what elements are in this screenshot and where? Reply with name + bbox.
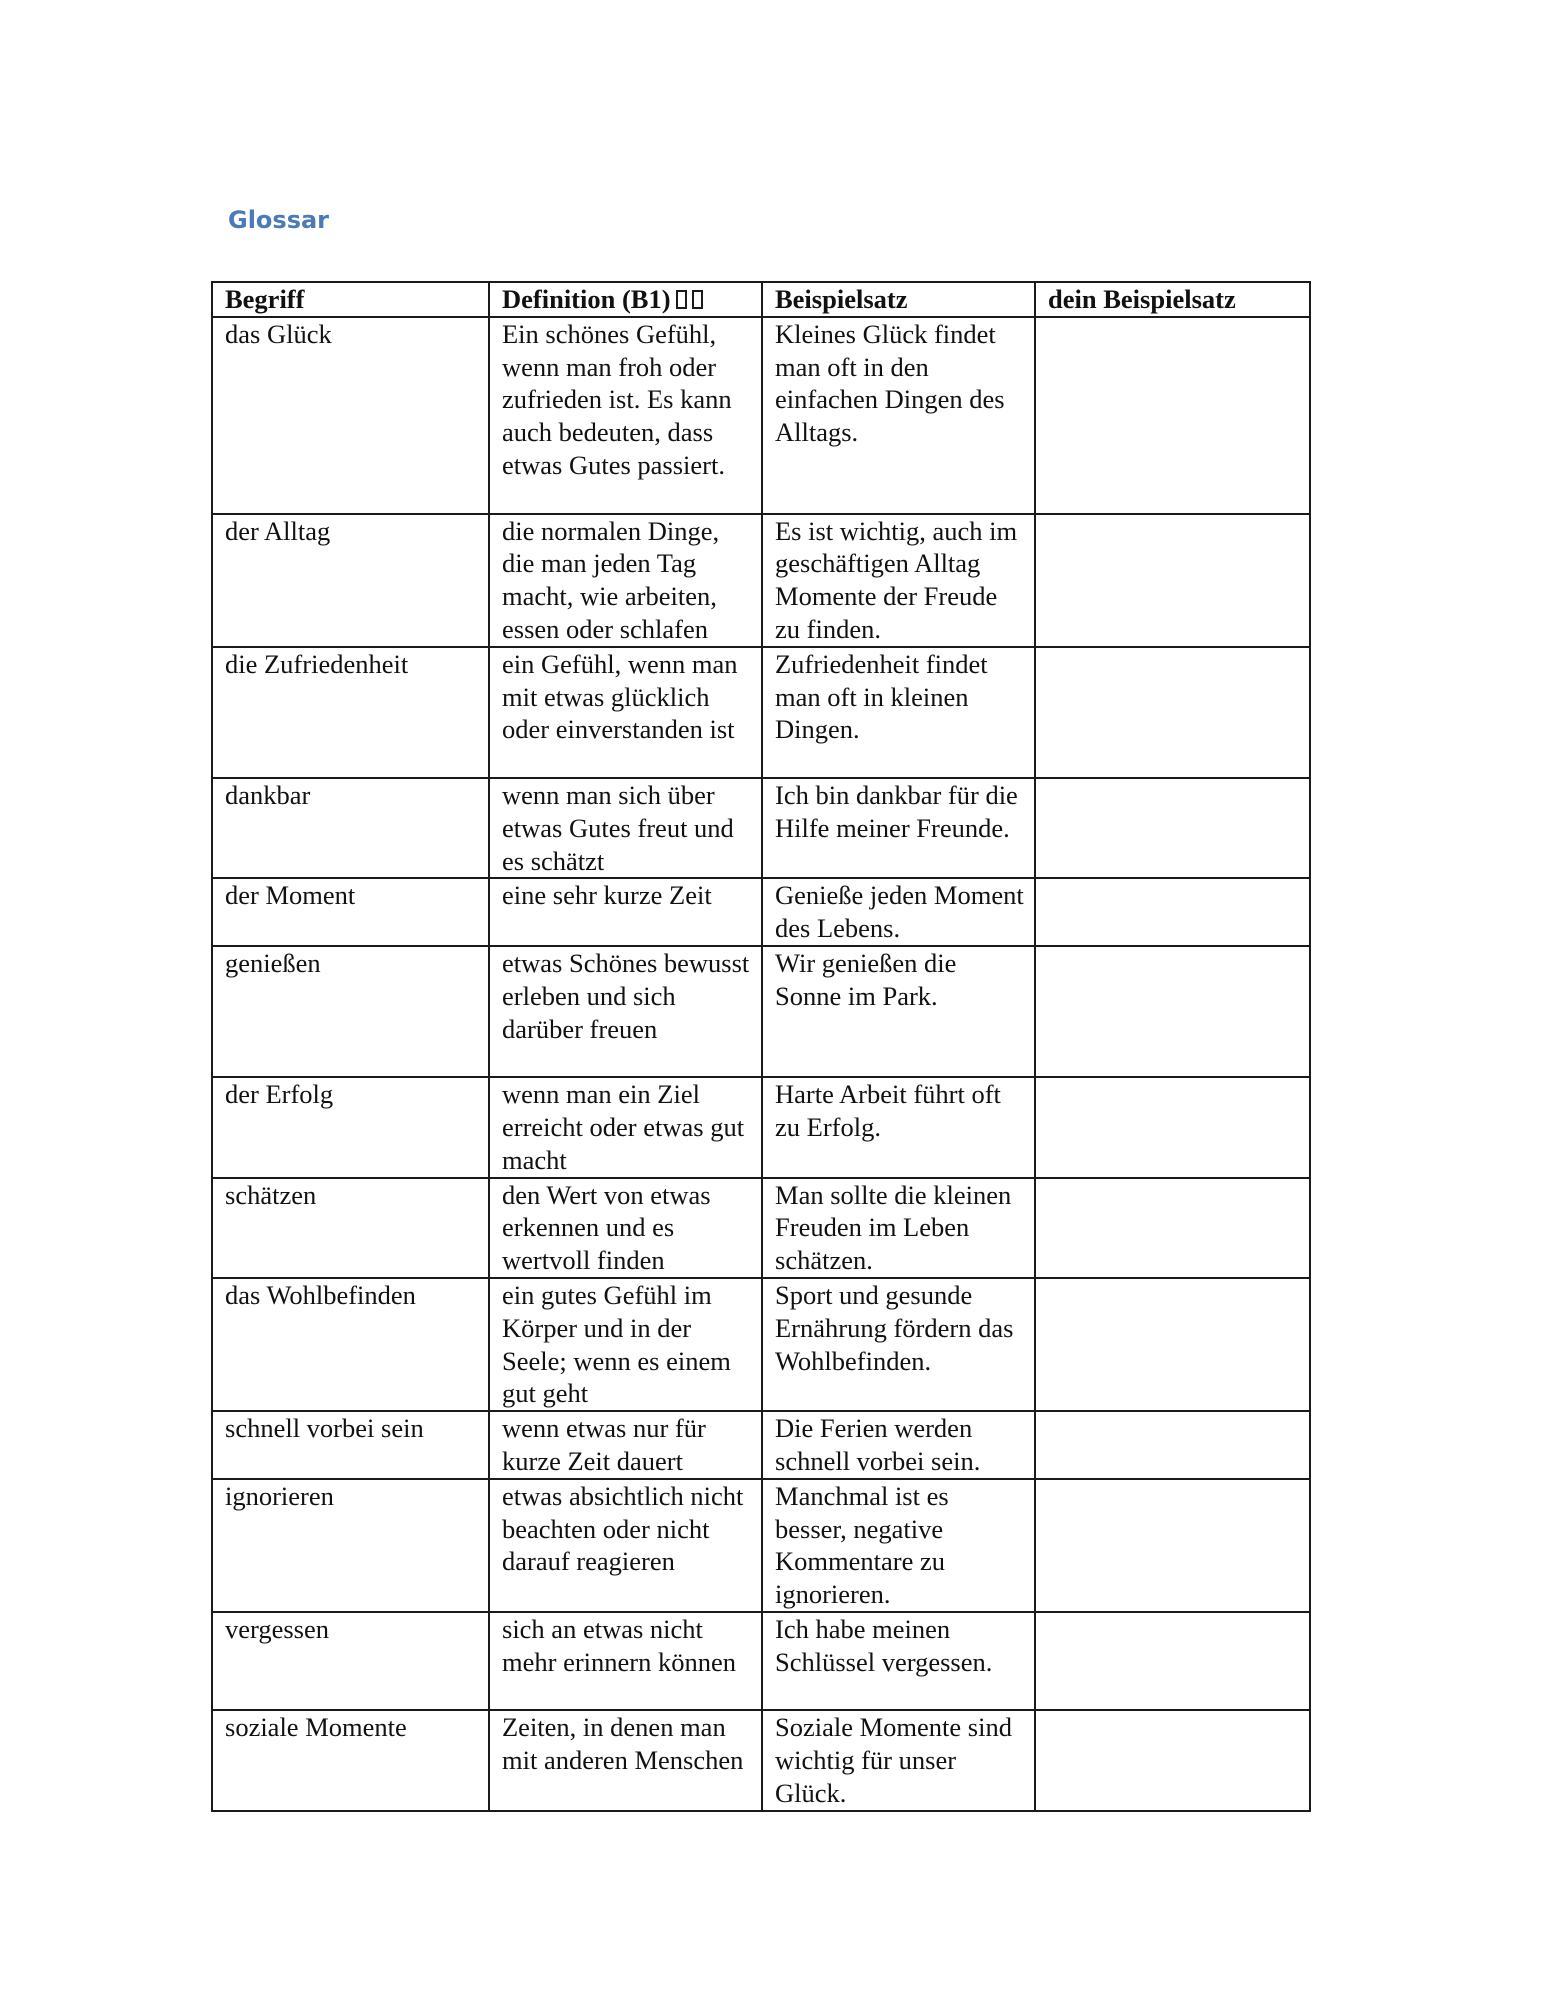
header-own-example-label: dein Beispielsatz xyxy=(1048,284,1236,314)
table-row xyxy=(212,1612,1310,1710)
example-cell: Soziale Momente sind wichtig für unser Glück. xyxy=(762,1710,1035,1810)
table-row xyxy=(212,317,1310,514)
term-cell: schätzen xyxy=(212,1178,489,1278)
example-cell: Wir genießen die Sonne im Park. xyxy=(762,946,1035,1077)
own-example-cell[interactable] xyxy=(1035,317,1310,514)
example-cell: Die Ferien werden schnell vorbei sein. xyxy=(762,1411,1035,1479)
document-title: Glossar xyxy=(228,206,330,234)
own-example-cell[interactable] xyxy=(1035,647,1310,778)
own-example-cell[interactable] xyxy=(1035,1178,1310,1278)
definition-cell: eine sehr kurze Zeit xyxy=(489,878,762,946)
definition-cell: wenn etwas nur für kurze Zeit dauert xyxy=(489,1411,762,1479)
definition-cell: Zeiten, in denen man mit anderen Menschen xyxy=(489,1710,762,1810)
definition-cell: ein Gefühl, wenn man mit etwas glücklich oder einverstanden ist xyxy=(489,647,762,778)
definition-cell: ein gutes Gefühl im Körper und in der Seele; wenn es einem gut geht xyxy=(489,1278,762,1411)
table-row xyxy=(212,778,1310,878)
table-header-row xyxy=(212,282,1310,317)
own-example-cell[interactable] xyxy=(1035,878,1310,946)
own-example-cell[interactable] xyxy=(1035,1077,1310,1177)
table-row xyxy=(212,1479,1310,1612)
table-row xyxy=(212,647,1310,778)
own-example-cell[interactable] xyxy=(1035,946,1310,1077)
term-cell: genießen xyxy=(212,946,489,1077)
table-row xyxy=(212,946,1310,1077)
header-own-example xyxy=(1035,282,1310,317)
example-cell: Manchmal ist es besser, negative Kommentare zu ignorieren. xyxy=(762,1479,1035,1612)
glossary-table xyxy=(211,281,1311,1812)
term-cell: das Wohlbefinden xyxy=(212,1278,489,1411)
header-term-label: Begriff xyxy=(225,284,305,314)
box-glyph-icon xyxy=(692,290,703,309)
example-cell: Sport und gesunde Ernährung fördern das Wohlbefinden. xyxy=(762,1278,1035,1411)
definition-cell: wenn man sich über etwas Gutes freut und es schätzt xyxy=(489,778,762,878)
table-row xyxy=(212,514,1310,647)
term-cell: soziale Momente xyxy=(212,1710,489,1810)
own-example-cell[interactable] xyxy=(1035,1479,1310,1612)
term-cell: der Erfolg xyxy=(212,1077,489,1177)
table-row xyxy=(212,878,1310,946)
table-row xyxy=(212,1278,1310,1411)
header-definition xyxy=(489,282,762,317)
term-cell: der Moment xyxy=(212,878,489,946)
example-cell: Genieße jeden Moment des Lebens. xyxy=(762,878,1035,946)
table-row xyxy=(212,1077,1310,1177)
own-example-cell[interactable] xyxy=(1035,1710,1310,1810)
header-term xyxy=(212,282,489,317)
term-cell: ignorieren xyxy=(212,1479,489,1612)
definition-cell: Ein schönes Gefühl, wenn man froh oder zufrieden ist. Es kann auch bedeuten, dass etwas Gutes passiert. xyxy=(489,317,762,514)
term-cell: vergessen xyxy=(212,1612,489,1710)
term-cell: der Alltag xyxy=(212,514,489,647)
own-example-cell[interactable] xyxy=(1035,1411,1310,1479)
example-cell: Es ist wichtig, auch im geschäftigen Alltag Momente der Freude zu finden. xyxy=(762,514,1035,647)
own-example-cell[interactable] xyxy=(1035,514,1310,647)
definition-cell: sich an etwas nicht mehr erinnern können xyxy=(489,1612,762,1710)
term-cell: dankbar xyxy=(212,778,489,878)
example-cell: Harte Arbeit führt oft zu Erfolg. xyxy=(762,1077,1035,1177)
term-cell: schnell vorbei sein xyxy=(212,1411,489,1479)
example-cell: Kleines Glück findet man oft in den einfachen Dingen des Alltags. xyxy=(762,317,1035,514)
own-example-cell[interactable] xyxy=(1035,778,1310,878)
example-cell: Zufriedenheit findet man oft in kleinen Dingen. xyxy=(762,647,1035,778)
glossary-body xyxy=(212,317,1310,1811)
header-definition-label: Definition (B1) xyxy=(502,284,671,314)
table-row xyxy=(212,1710,1310,1810)
example-cell: Ich bin dankbar für die Hilfe meiner Freunde. xyxy=(762,778,1035,878)
table-row xyxy=(212,1411,1310,1479)
definition-cell: etwas Schönes bewusst erleben und sich darüber freuen xyxy=(489,946,762,1077)
header-example xyxy=(762,282,1035,317)
definition-cell: den Wert von etwas erkennen und es wertvoll finden xyxy=(489,1178,762,1278)
term-cell: das Glück xyxy=(212,317,489,514)
own-example-cell[interactable] xyxy=(1035,1612,1310,1710)
box-glyph-icon xyxy=(676,290,687,309)
own-example-cell[interactable] xyxy=(1035,1278,1310,1411)
term-cell: die Zufriedenheit xyxy=(212,647,489,778)
definition-cell: etwas absichtlich nicht beachten oder nicht darauf reagieren xyxy=(489,1479,762,1612)
header-example-label: Beispielsatz xyxy=(775,284,908,314)
definition-cell: die normalen Dinge, die man jeden Tag macht, wie arbeiten, essen oder schlafen xyxy=(489,514,762,647)
table-row xyxy=(212,1178,1310,1278)
example-cell: Man sollte die kleinen Freuden im Leben schätzen. xyxy=(762,1178,1035,1278)
definition-cell: wenn man ein Ziel erreicht oder etwas gut macht xyxy=(489,1077,762,1177)
example-cell: Ich habe meinen Schlüssel vergessen. xyxy=(762,1612,1035,1710)
